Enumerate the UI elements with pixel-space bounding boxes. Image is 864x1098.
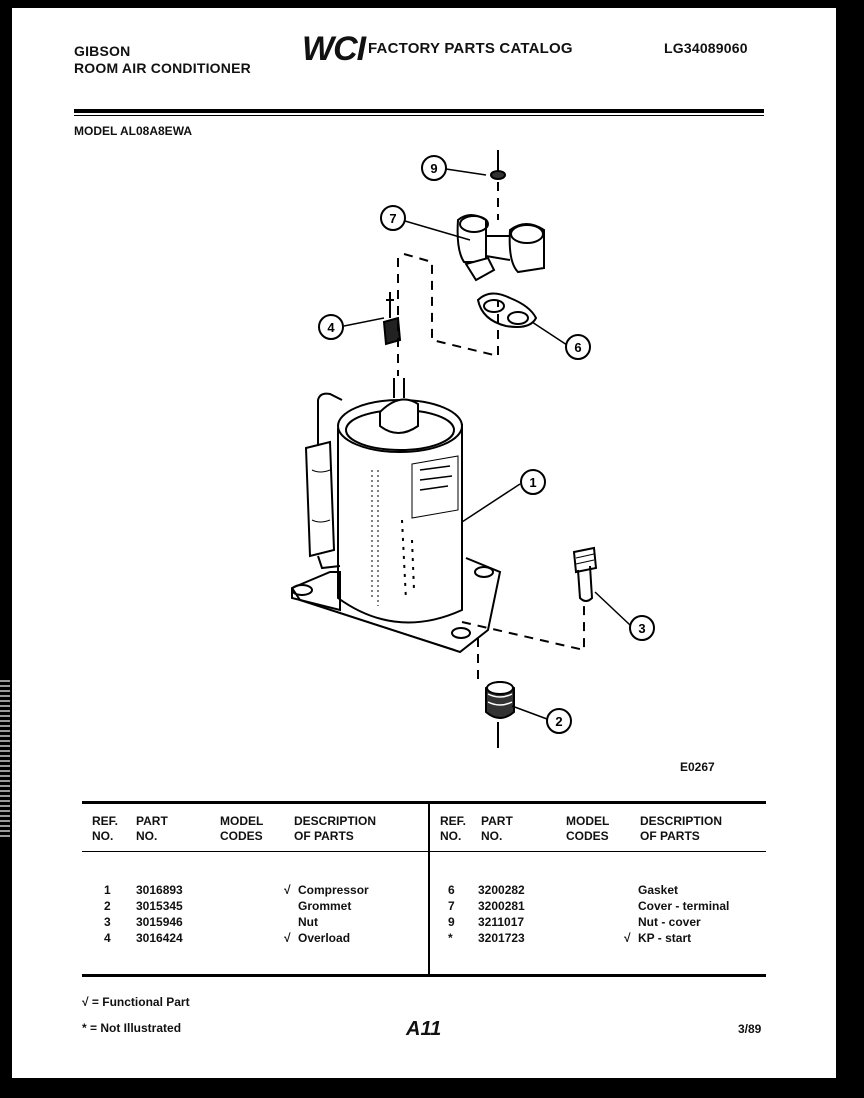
accumulator-tube xyxy=(306,442,334,556)
table-row-ref: 6 xyxy=(448,883,455,897)
table-row-desc: KP - start xyxy=(638,931,692,945)
table-row-desc: Nut - cover xyxy=(638,915,701,929)
header-model-right: MODEL CODES xyxy=(566,814,610,843)
table-row-ref: 2 xyxy=(104,899,111,913)
model-label: MODEL AL08A8EWA xyxy=(74,124,193,138)
catalog-code: LG34089060 xyxy=(664,40,748,56)
table-row-desc: Cover - terminal xyxy=(638,899,730,913)
catalog-title: FACTORY PARTS CATALOG xyxy=(368,40,573,57)
functional-mark xyxy=(624,914,631,930)
cover-nut xyxy=(491,171,505,179)
table-divider xyxy=(428,804,430,974)
legend-functional: √ = Functional Part xyxy=(82,995,190,1009)
table-row-desc: Gasket xyxy=(638,883,679,897)
brand-name: GIBSON xyxy=(74,43,131,59)
header-desc-right: DESCRIPTION OF PARTS xyxy=(640,814,723,843)
table-row-ref: 3 xyxy=(104,915,111,929)
functional-mark: √ xyxy=(284,883,291,897)
legend-not-illustrated: * = Not Illustrated xyxy=(82,1021,182,1035)
header-ref-right: REF. NO. xyxy=(440,814,467,843)
table-row-part: 3200281 xyxy=(478,899,525,913)
right-ref-column xyxy=(448,882,455,946)
functional-mark xyxy=(624,882,631,898)
table-row-ref: 7 xyxy=(448,899,455,913)
callout-2-label: 2 xyxy=(555,714,563,729)
right-part-column xyxy=(478,882,525,946)
right-desc-column xyxy=(638,882,729,946)
table-row-part: 3016424 xyxy=(136,931,183,945)
table-top-rule xyxy=(82,801,766,804)
left-desc-column xyxy=(298,882,369,946)
table-row-part: 3211017 xyxy=(478,915,525,929)
callout-9-label: 9 xyxy=(430,161,438,176)
callout-1-label: 1 xyxy=(529,475,537,490)
header-desc-left: DESCRIPTION OF PARTS xyxy=(294,814,377,843)
product-name: ROOM AIR CONDITIONER xyxy=(74,60,251,76)
functional-mark xyxy=(284,914,291,930)
left-part-column xyxy=(136,882,183,946)
terminal-cover xyxy=(458,215,486,262)
table-bottom-rule xyxy=(82,974,766,977)
header-part-right: PART NO. xyxy=(481,814,513,843)
functional-mark: √ xyxy=(284,931,291,945)
left-mark-column xyxy=(284,882,291,946)
header-ref-left: REF. NO. xyxy=(92,814,119,843)
table-row-ref: 9 xyxy=(448,915,455,929)
table-row-desc: Compressor xyxy=(298,883,369,897)
header-part-left: PART NO. xyxy=(136,814,168,843)
table-row-desc: Nut xyxy=(298,915,318,929)
compressor-body xyxy=(338,424,462,623)
drawing-code: E0267 xyxy=(680,760,715,774)
table-row-part: 3016893 xyxy=(136,883,183,897)
wci-logo: WCI xyxy=(302,30,366,68)
table-row-part: 3200282 xyxy=(478,883,525,897)
right-mark-column xyxy=(624,882,631,946)
header-model-left: MODEL CODES xyxy=(220,814,264,843)
callout-6-label: 6 xyxy=(574,340,582,355)
callout-3-label: 3 xyxy=(638,621,646,636)
functional-mark xyxy=(624,898,631,914)
table-header-rule xyxy=(82,851,766,852)
table-row-ref: * xyxy=(448,931,453,945)
left-ref-column xyxy=(104,882,111,946)
table-row-part: 3015345 xyxy=(136,899,183,913)
functional-mark xyxy=(284,898,291,914)
callout-7-label: 7 xyxy=(389,211,397,226)
table-row-desc: Overload xyxy=(298,931,351,945)
table-row-ref: 4 xyxy=(104,931,111,945)
page-number: A11 xyxy=(406,1018,442,1040)
callout-4-label: 4 xyxy=(327,320,335,335)
functional-mark: √ xyxy=(624,931,631,945)
table-row-ref: 1 xyxy=(104,883,111,897)
table-row-desc: Grommet xyxy=(298,899,352,913)
revision-date: 3/89 xyxy=(738,1022,762,1036)
table-row-part: 3201723 xyxy=(478,931,525,945)
table-row-part: 3015946 xyxy=(136,915,183,929)
